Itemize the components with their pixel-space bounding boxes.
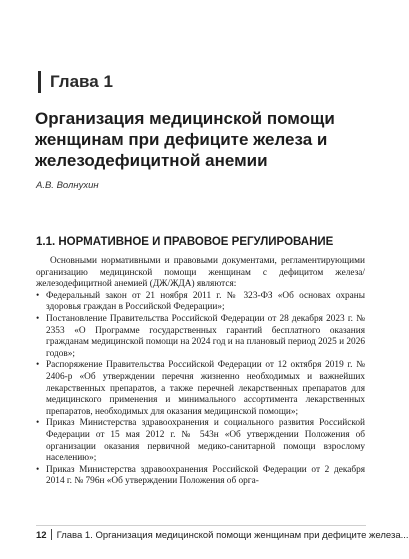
- regulation-list: [36, 291, 365, 488]
- chapter-label: Глава 1: [38, 71, 113, 93]
- footer-divider: [51, 529, 52, 540]
- list-item: • Постановление Правительства Российской Федерации от 28 декабря 2023 г. № 2353 «О Программе государственных гарантий бесплатного оказания гражданам медицинской помощи на 2024 год и на плановый период 2025 и 2026 годов»;: [36, 314, 365, 360]
- page-number: 12: [36, 530, 47, 541]
- author-name: А.В. Волнухин: [36, 180, 99, 191]
- list-item: • Приказ Министерства здравоохранения и социального развития Российской Федерации от 15 мая 2012 г. № 543н «Об утверждении Положения об организации оказания первичной медико-санитарной помощи взрослому населению»;: [36, 418, 365, 464]
- running-title: Глава 1. Организация медицинской помощи женщинам при дефиците железа...: [56, 530, 409, 541]
- body-text: [36, 256, 365, 488]
- section-heading: 1.1. НОРМАТИВНОЕ И ПРАВОВОЕ РЕГУЛИРОВАНИЕ: [36, 236, 334, 248]
- list-item: • Приказ Министерства здравоохранения Российской Федерации от 2 декабря 2014 г. № 796н «Об утверждении Положения об орга-: [36, 465, 365, 488]
- page-footer: [36, 525, 409, 541]
- list-item: • Федеральный закон от 21 ноября 2011 г. № 323-ФЗ «Об основах охраны здоровья граждан в Российской Федерации»;: [36, 291, 365, 314]
- list-item: • Распоряжение Правительства Российской Федерации от 12 октября 2019 г. № 2406-р «Об утверждении перечня жизненно необходимых и важнейших лекарственных препаратов, а также перечней лекарственных препаратов для медицинского применения и минимального ассортимента лекарственных препаратов, необходимых для оказания медицинской помощи»;: [36, 360, 365, 418]
- chapter-title: Организация медицинской помощи женщинам при дефиците железа и железодефицитной анемии: [35, 109, 335, 170]
- intro-paragraph: Основными нормативными и правовыми документами, регламентирующими организацию медицинской помощи женщинам с дефицитом железа/железодефицитной анемией (ДЖ/ЖДА) являются:: [36, 256, 365, 290]
